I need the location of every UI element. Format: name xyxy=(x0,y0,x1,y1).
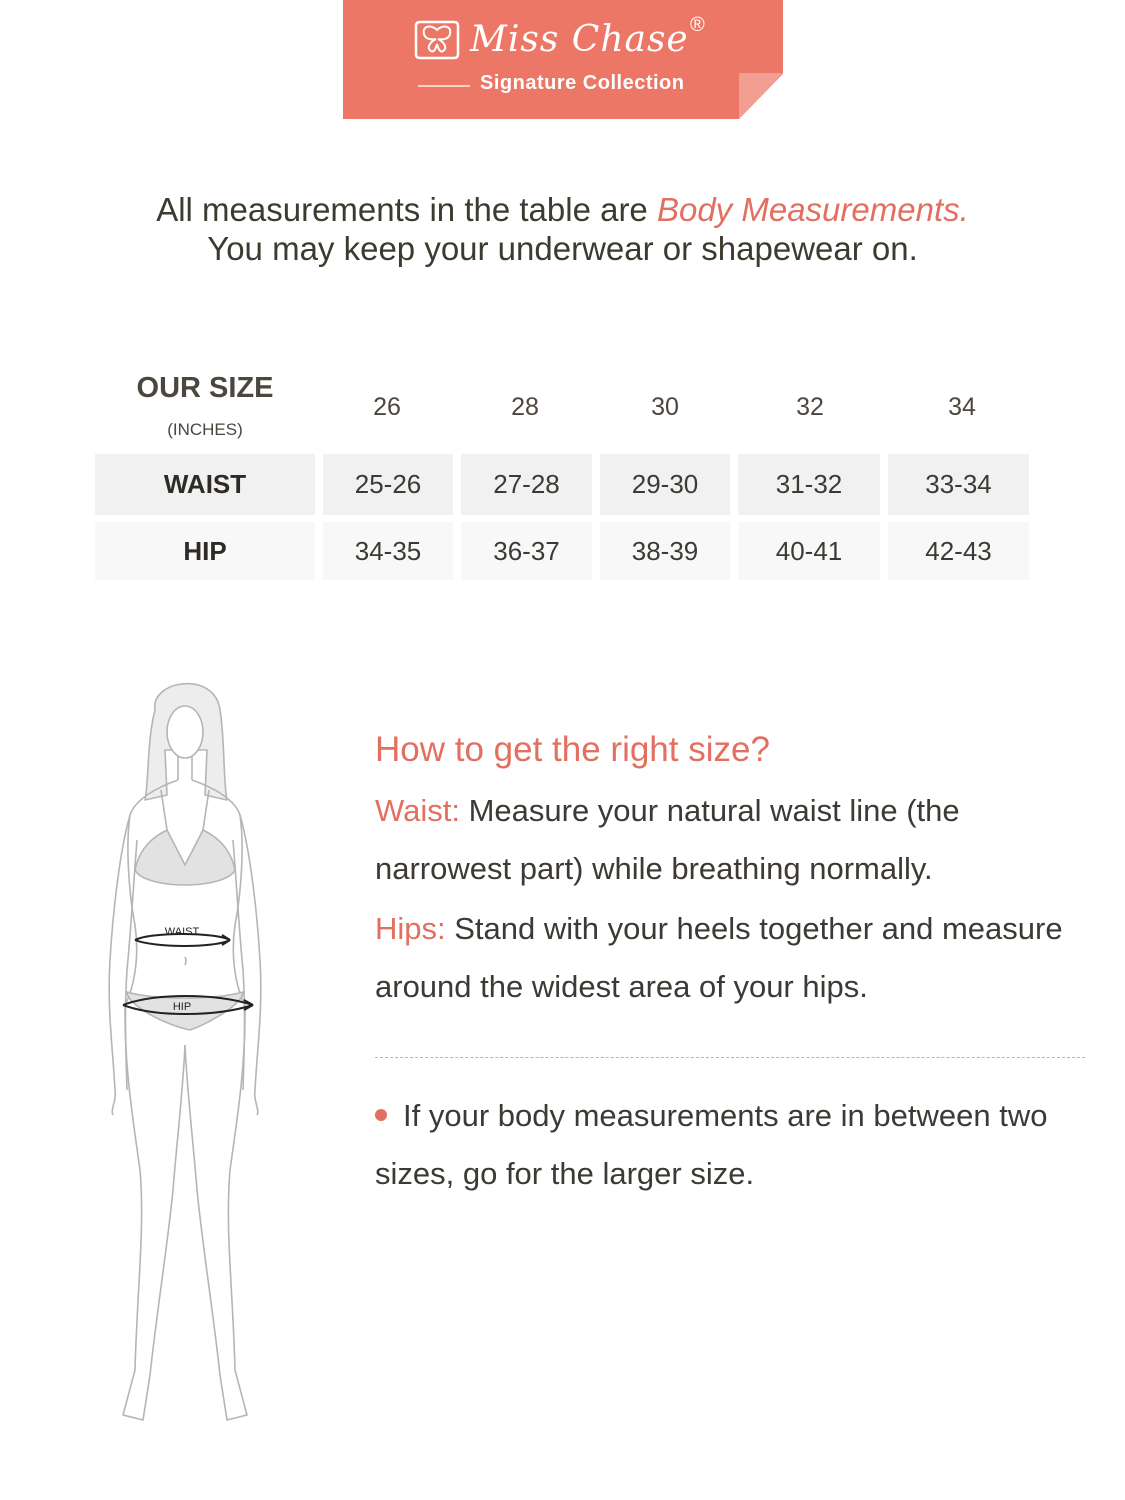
hips-text: Stand with your heels together and measure around the widest area of your hips. xyxy=(375,911,1063,1004)
table-cell: 31-32 xyxy=(738,454,880,515)
intro-line-1 xyxy=(0,191,1125,229)
table-header-unit: (INCHES) xyxy=(167,420,243,439)
waist-text: Measure your natural waist line (the narrowest part) while breathing normally. xyxy=(375,793,960,886)
table-cell: 27-28 xyxy=(461,454,592,515)
intro-prefix: All measurements in the table are xyxy=(156,191,657,228)
table-cell: 29-30 xyxy=(600,454,730,515)
row-label-waist: WAIST xyxy=(95,454,315,515)
size-tip: If your body measurements are in between two sizes, go for the larger size. xyxy=(375,1098,1048,1191)
registered-mark: ® xyxy=(690,14,705,36)
hips-term: Hips: xyxy=(375,911,446,946)
table-cell: 42-43 xyxy=(888,522,1029,580)
table-cell: 33-34 xyxy=(888,454,1029,515)
size-header: 34 xyxy=(948,393,976,421)
table-cell: 34-35 xyxy=(323,522,453,580)
hips-instruction xyxy=(375,900,1095,1016)
size-header: 28 xyxy=(511,393,539,421)
hip-marker-label: HIP xyxy=(172,1001,192,1013)
table-cell: 36-37 xyxy=(461,522,592,580)
waist-marker-label: WAIST xyxy=(164,926,200,938)
row-label-hip: HIP xyxy=(95,522,315,580)
section-divider xyxy=(375,1057,1085,1058)
brand-subtitle: Signature Collection xyxy=(480,72,685,94)
size-header: 26 xyxy=(373,393,401,421)
body-figure-illustration xyxy=(95,670,275,1440)
waist-term: Waist: xyxy=(375,793,460,828)
table-header-label: OUR SIZE xyxy=(136,372,274,404)
butterfly-logo-icon xyxy=(414,18,460,62)
intro-line-2: You may keep your underwear or shapewear on. xyxy=(207,230,918,267)
guide-title: How to get the right size? xyxy=(375,730,770,769)
intro-emphasis: Body Measurements. xyxy=(656,191,969,228)
table-cell: 38-39 xyxy=(600,522,730,580)
size-header: 30 xyxy=(651,393,679,421)
table-cell: 40-41 xyxy=(738,522,880,580)
brand-divider xyxy=(418,85,470,87)
waist-instruction xyxy=(375,782,1095,898)
table-cell: 25-26 xyxy=(323,454,453,515)
brand-name: Miss Chase xyxy=(470,19,689,60)
size-header: 32 xyxy=(796,393,824,421)
brand-logo-row xyxy=(414,18,689,62)
